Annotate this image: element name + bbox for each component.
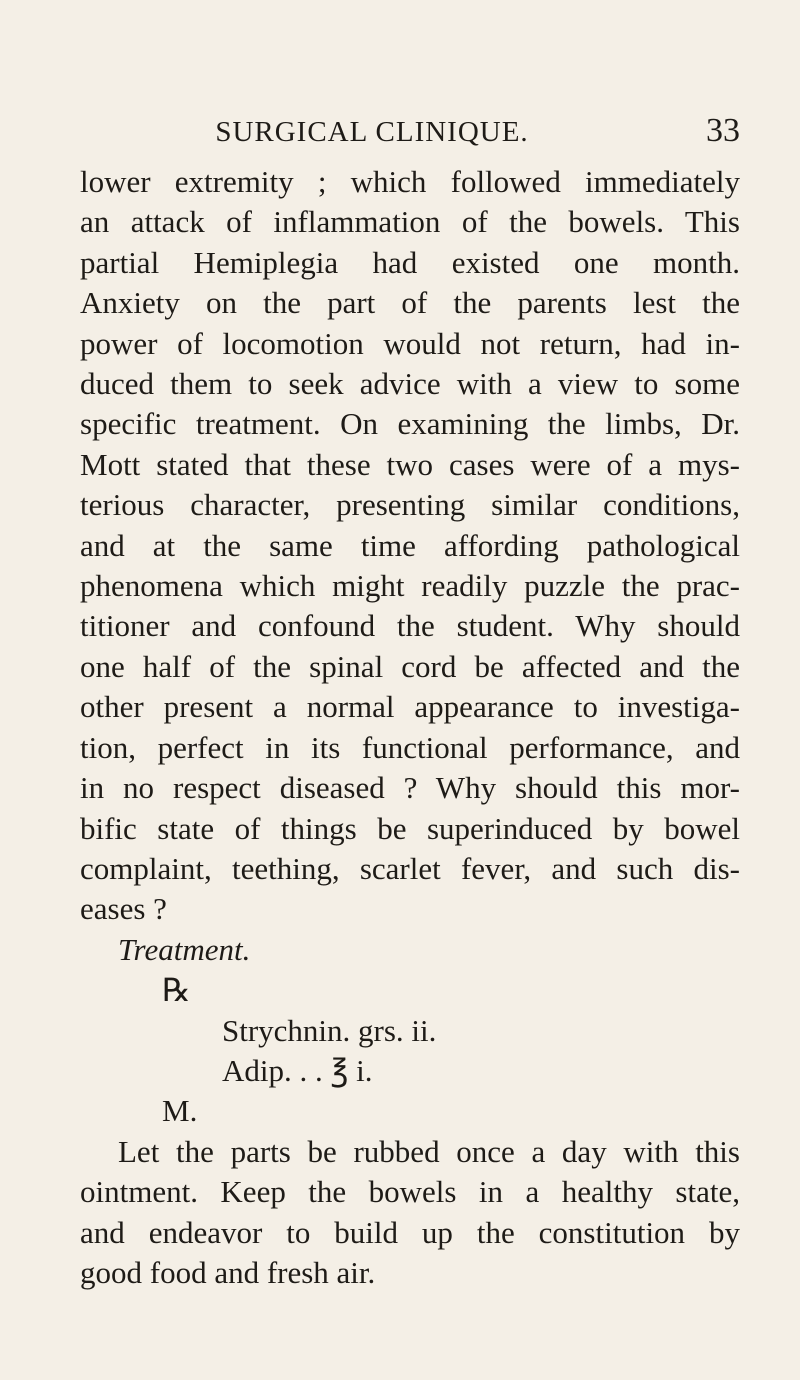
prescription-ingredient: Strychnin. grs. ii. bbox=[222, 1012, 437, 1048]
text-line: titioner and confound the student. Why should bbox=[80, 608, 740, 644]
misce-label: M. bbox=[162, 1093, 198, 1129]
text-line: power of locomotion would not return, had in- bbox=[80, 325, 740, 361]
text-line: good food and fresh air. bbox=[80, 1254, 376, 1290]
prescription-ingredient: Adip. . . ℥ i. bbox=[222, 1052, 373, 1088]
rx-symbol: ℞ bbox=[162, 972, 191, 1009]
treatment-heading: Treatment. bbox=[118, 931, 251, 967]
page-header bbox=[0, 112, 800, 152]
text-line: terious character, presenting similar conditions, bbox=[80, 487, 740, 523]
text-line: other present a normal appearance to investiga- bbox=[80, 689, 740, 725]
text-line: and at the same time affording pathological bbox=[80, 527, 740, 563]
running-title: SURGICAL CLINIQUE. bbox=[215, 116, 529, 148]
text-line: and endeavor to build up the constitution by bbox=[80, 1214, 740, 1250]
text-line: in no respect diseased ? Why should this mor- bbox=[80, 770, 740, 806]
text-line: Anxiety on the part of the parents lest the bbox=[80, 285, 740, 321]
text-line: lower extremity ; which followed immediately bbox=[80, 164, 740, 199]
text-line: bific state of things be superinduced by bowel bbox=[80, 810, 740, 846]
text-line: one half of the spinal cord be affected and the bbox=[80, 648, 740, 684]
text-line: specific treatment. On examining the limbs, Dr. bbox=[80, 406, 740, 442]
text-line: Mott stated that these two cases were of a mys- bbox=[80, 446, 740, 482]
page-number: 33 bbox=[706, 112, 740, 149]
text-line: tion, perfect in its functional performance, and bbox=[80, 729, 740, 765]
text-line: ointment. Keep the bowels in a healthy state, bbox=[80, 1174, 740, 1210]
text-line: eases ? bbox=[80, 891, 167, 927]
text-line: phenomena which might readily puzzle the prac- bbox=[80, 568, 740, 604]
text-line: an attack of inflammation of the bowels. This bbox=[80, 204, 740, 240]
text-line: complaint, teething, scarlet fever, and such dis- bbox=[80, 850, 740, 886]
text-line: Let the parts be rubbed once a day with this bbox=[118, 1133, 740, 1169]
text-line: duced them to seek advice with a view to some bbox=[80, 366, 740, 402]
text-line: partial Hemiplegia had existed one month. bbox=[80, 244, 740, 280]
body-text bbox=[80, 162, 740, 1293]
